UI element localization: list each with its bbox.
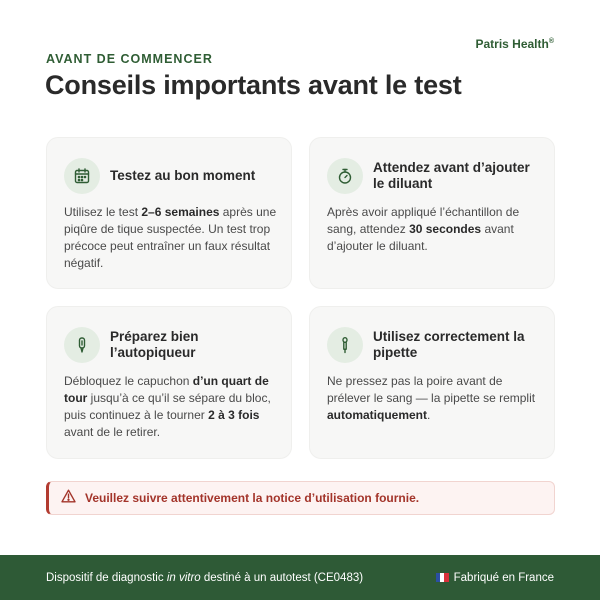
brand-logo (475, 37, 554, 51)
body-text: avant d’ajouter le diluant. (327, 222, 514, 253)
tip-card-pipette (309, 306, 555, 459)
body-text: avant de le retirer. (64, 425, 161, 439)
card-header (327, 327, 542, 363)
lancet-icon (64, 327, 100, 363)
card-header (64, 327, 279, 363)
card-body (64, 204, 277, 272)
emphasis-text: d’un quart de tour (64, 374, 269, 405)
emphasis-text: 2–6 semaines (141, 205, 220, 219)
tip-card-lancet (46, 306, 292, 459)
card-title: Testez au bon moment (110, 168, 256, 183)
emphasis-text: 30 secondes (409, 222, 482, 236)
body-text: Utilisez le test (64, 205, 142, 219)
body-text: Débloquez le capuchon (64, 374, 193, 388)
card-body (327, 373, 540, 424)
card-header (64, 158, 279, 194)
emphasis-text: automatiquement (327, 408, 428, 422)
footer (0, 555, 600, 600)
card-title: Attendez avant d’ajouter le diluant (373, 160, 530, 191)
pipette-icon (327, 327, 363, 363)
body-text: après une piqûre de tique suspectée. Un test trop précoce peut entraîner un faux résultat négatif. (64, 205, 277, 270)
regulatory-notice-start: Dispositif de diagnostic (46, 571, 167, 584)
french-flag-icon (436, 573, 449, 582)
body-text: . (427, 408, 431, 422)
origin-label (436, 572, 554, 584)
page-title: Conseils importants avant le test (45, 70, 462, 100)
tip-card-timing (46, 137, 292, 289)
flag-stripe-red (444, 573, 448, 582)
timer-icon (327, 158, 363, 194)
calendar-icon (64, 158, 100, 194)
card-title: Utilisez correctement la pipette (373, 329, 525, 360)
regulatory-notice-end: destiné à un autotest (CE0483) (200, 571, 364, 584)
warning-icon (61, 489, 76, 508)
card-body (327, 204, 540, 255)
tip-card-wait (309, 137, 555, 289)
emphasis-text: 2 à 3 fois (208, 408, 260, 422)
card-title: Préparez bien l’autopiqueur (110, 329, 199, 360)
origin-text: Fabriqué en France (453, 571, 554, 584)
body-text: Ne pressez pas la poire avant de prélever le sang — la pipette se remplit (327, 374, 536, 405)
warning-text: Veuillez suivre attentivement la notice d’utilisation fournie. (85, 491, 420, 505)
regulatory-notice (46, 572, 363, 584)
warning-banner (46, 481, 555, 515)
regulatory-notice-italic: in vitro (166, 571, 201, 584)
section-eyebrow: AVANT DE COMMENCER (46, 52, 213, 66)
registered-mark: ® (548, 38, 554, 45)
card-body (64, 373, 277, 441)
brand-name: Patris Health (475, 37, 549, 51)
body-text: jusqu’à ce qu’il se sépare du bloc, puis continuez à le tourner (64, 391, 271, 422)
card-header (327, 158, 542, 194)
body-text: Après avoir appliqué l’échantillon de sang, attendez (327, 205, 520, 236)
